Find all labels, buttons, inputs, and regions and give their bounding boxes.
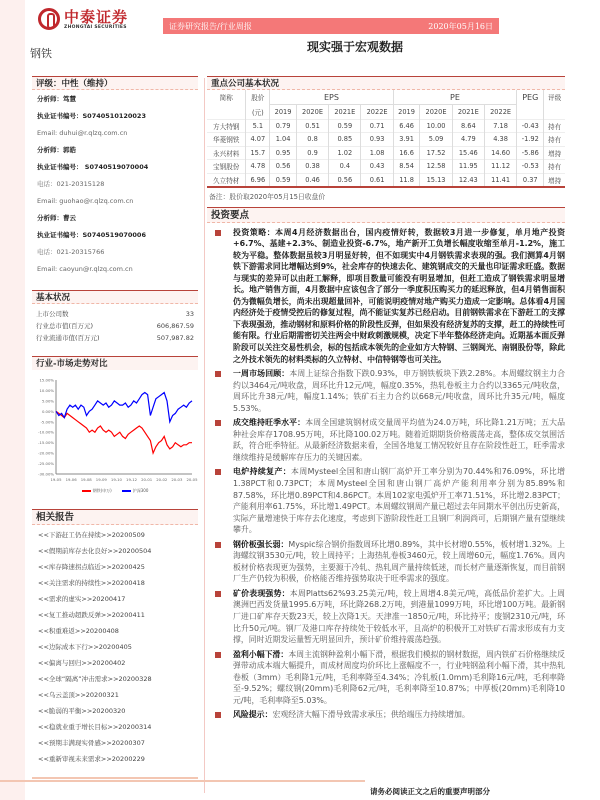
related-report-link[interactable]: <<稳就业重于增长目标>>20200314	[38, 723, 152, 731]
pe-value: 11.95	[452, 160, 484, 174]
pe-value: 8.54	[393, 160, 420, 174]
company-row	[207, 133, 565, 147]
analyst-phone: 电话：021-20315766	[37, 248, 105, 256]
company-price: 15.7	[246, 146, 270, 160]
related-report-link[interactable]: <<关注需求的持续性>>20200418	[38, 579, 145, 587]
eps-value: 0.61	[361, 173, 393, 187]
eps-value: 0.59	[329, 119, 361, 133]
legend-item	[82, 488, 112, 494]
pe-value: 4.79	[452, 133, 484, 147]
basic-value: 606,867.59	[156, 322, 194, 330]
eps-value: 0.43	[361, 160, 393, 174]
peg-value: -0.53	[517, 160, 544, 174]
related-report-link[interactable]: <<假期前库存去化良好>>20200504	[38, 547, 152, 555]
pe-value: 15.13	[420, 173, 452, 187]
report-banner	[163, 18, 499, 34]
y-tick-label: -5.00%	[40, 419, 54, 425]
point-heading: 钢价板强长弱：	[233, 539, 289, 549]
basic-row	[32, 308, 198, 320]
pe-value: 11.8	[393, 173, 420, 187]
related-report-link[interactable]: <<积重难返>>20200408	[38, 627, 119, 635]
pe-value: 7.18	[484, 119, 516, 133]
related-report-link[interactable]: <<下游赶工仍在持续>>20200509	[38, 531, 145, 539]
th-pe-year: 2019	[393, 105, 420, 120]
bullet-icon	[215, 230, 221, 236]
eps-value: 1.08	[361, 146, 393, 160]
companies-header: 重点公司基本状况	[207, 76, 565, 90]
basic-value: 33	[185, 310, 194, 318]
company-price: 4.78	[246, 160, 270, 174]
report-title: 现实强于宏观数据	[306, 40, 403, 54]
x-tick-label: 19-08	[80, 477, 92, 482]
th-eps-year: 2020E	[296, 105, 328, 120]
x-tick-label: 19-05	[50, 477, 62, 482]
point-heading: 电炉持续复产：	[233, 467, 292, 477]
company-name: 方大特钢	[213, 122, 240, 131]
company-rating: 持有	[544, 119, 565, 133]
eps-value: 0.85	[329, 133, 361, 147]
analyst-license: 执业证书编号： S0740519070004	[37, 163, 149, 171]
analyst-email[interactable]: Email: duhui@r.qlzq.com.cn	[37, 129, 128, 137]
legend-label: 钢铁(申万)	[92, 488, 112, 493]
eps-value: 0.56	[329, 173, 361, 187]
y-tick-label: 5.00%	[41, 398, 54, 404]
point-heading: 风险提示：	[233, 710, 273, 720]
bullet-icon	[215, 591, 221, 597]
point-body: 本周Platts62%93.25美元/吨，较上周增4.8美元/吨，高低品价差扩大。上周澳洲巴西发货量1995.6万吨，环比降268.2万吨，到港量1099万吨，环比增100万吨。最新钢厂进口矿库存天数23天，较上次降1天。天津准一1850元/吨，环比持平；废钢2310元/吨，环比升50元/吨。钢厂及港口库存持续处于较低水平，且高炉的积极开工对铁矿石需求形成有力支撑，同时近期发运量暂无明显回升，预计矿价维持震荡趋强。	[233, 588, 565, 645]
th-eps-year: 2019	[270, 105, 297, 120]
pe-value: 16.6	[393, 146, 420, 160]
x-tick-label: 19-10	[110, 477, 122, 482]
analyst-license: 执业证书编号：S0740510120023	[37, 112, 146, 120]
th-peg: PEG	[517, 90, 544, 105]
points-header: 投资要点	[207, 207, 565, 223]
investment-point	[207, 709, 565, 721]
related-report-link[interactable]: <<库存降速拐点临近>>20200425	[38, 563, 145, 571]
related-header: 相关报告	[32, 509, 198, 525]
th-pe-year: 2020E	[420, 105, 452, 120]
eps-value: 0.95	[270, 146, 297, 160]
point-heading: 成交维持旺季水平：	[233, 418, 306, 428]
company-name: 华菱钢铁	[213, 136, 240, 145]
eps-value: 0.71	[361, 119, 393, 133]
analyst-license: 执业证书编号：S0740519070006	[37, 231, 146, 239]
pe-value: 3.91	[393, 133, 420, 147]
left-column	[32, 76, 198, 767]
point-body: 本周Mysteel全国和唐山钢厂高炉开工率分别为70.44%和76.09%，环比增1.38PCT和0.73PCT；本周Mysteel全国和唐山钢厂高炉产能利用率分别为85.89%和87.58%，环比增0.89PCT和4.86PCT。本周102家电弧炉开工率71.51%，环比增2.83PCT；产能利用率61.75%，环比增1.49PCT。本周螺纹钢周产量已超过去年同期水平创出历史新高，实际产量增速快于库存去化速度，考虑到下游阶段性赶工且钢厂利润尚可，后期钢产量有望继续攀升。	[233, 467, 565, 535]
pe-value: 6.46	[393, 119, 420, 133]
pe-value: 12.58	[420, 160, 452, 174]
pe-value: 11.41	[484, 173, 516, 187]
bullet-icon	[215, 469, 221, 475]
related-report-link[interactable]: <<需求的虚实>>20200417	[38, 595, 126, 603]
pe-value: 4.38	[484, 133, 516, 147]
company-rating: 持有	[544, 133, 565, 147]
related-report-link[interactable]: <<乌云盖顶>>20200321	[38, 691, 119, 699]
company-row	[207, 146, 565, 160]
y-tick-label: 10.00%	[39, 387, 54, 393]
th-pe: PE	[393, 90, 517, 105]
x-tick-label: 20-03	[171, 477, 183, 482]
basic-table	[32, 308, 198, 344]
analyst-phone: 电话：021-20315128	[37, 180, 105, 188]
point-body: 本周4月经济数据出台，国内疫情好转，数据较3月进一步修复，单月地产投资+6.7%、基建+2.3%、制造业投资-6.7%，地产新开工负增长幅度收缩至单月-1.2%，施工较为平稳。整体数据虽较3月明显好转，但不如现实中4月钢铁需求表现的强。我们测算4月钢铁下游需求同比增幅达到9%，社会库存的快速去化、建筑钢成交的天量也印证需求旺盛。数据与现实的差异可以由赶工解释，即项目数量可能没有明显增加，但赶工造成了钢铁需求明显增长。地产销售方面，4月数据中应该包含了部分一季度积压购买力的延迟释放，但4月销售面积仍为微幅负增长，尚未出现超量回补，可能说明疫情对地产购买力造成一定影响。总体看4月国内经济处于疫情受控后的修复过程，尚不能证实复苏已经启动。目前钢铁需求在下游赶工的支撑下表现强劲，推动钢材和原料价格的阶段性反弹，但如果没有经济复苏的支撑，赶工的持续性可能有限。行业后期需密切关注两会中财政刺激规模，决定下半年整体经济走向。近期基本面反弹阶段可以关注交易性机会，标的包括成本领先的企业如方大特钢、三钢闽光、南钢股份等，除此之外技术领先的材料类标的久立特材、中信特钢等也可关注。	[233, 227, 565, 364]
point-body: 宏观经济大幅下滑导致需求承压；供给端压力持续增加。	[272, 710, 470, 720]
eps-value: 0.59	[270, 173, 297, 187]
investment-point	[207, 466, 565, 535]
th-eps-year: 2022E	[361, 105, 393, 120]
company-row	[207, 119, 565, 133]
bullet-icon	[215, 371, 221, 377]
basic-key: 上市公司数	[36, 310, 69, 318]
pe-value: 11.12	[484, 160, 516, 174]
analyst-block	[32, 91, 198, 278]
footer-disclaimer: 请务必阅读正文之后的重要声明部分	[370, 787, 490, 796]
logo-en: ZHONGTAI SECURITIES	[64, 24, 127, 30]
logo-icon	[38, 8, 60, 30]
th-rating: 评级	[544, 90, 565, 105]
y-tick-label: -30.00%	[38, 471, 54, 477]
peg-value: -1.92	[517, 133, 544, 147]
pe-value: 12.43	[452, 173, 484, 187]
eps-value: 0.38	[296, 160, 328, 174]
x-tick-label: 19-09	[95, 477, 107, 482]
y-tick-label: -10.00%	[38, 429, 54, 435]
related-report-link[interactable]: <<预期丰满现实骨感>>20200307	[38, 739, 145, 747]
company-name: 永兴材料	[213, 149, 240, 158]
eps-value: 1.04	[270, 133, 297, 147]
eps-value: 0.79	[270, 119, 297, 133]
pe-value: 8.64	[452, 119, 484, 133]
eps-value: 0.51	[296, 119, 328, 133]
point-body: 本周上证综合指数下跌0.93%，申万钢铁板块下跌2.28%。本周螺纹钢主力合约以3464元/吨收盘，周环比升12元/吨，幅度0.35%，热轧卷板主力合约以3365元/吨收盘，周环比升38元/吨，幅度1.14%；铁矿石主力合约以668元/吨收盘，周环比升35元/吨，幅度5.53%。	[233, 369, 565, 413]
basic-row	[32, 332, 198, 344]
pe-value: 14.60	[484, 146, 516, 160]
peg-value: -0.43	[517, 119, 544, 133]
pe-value: 15.46	[452, 146, 484, 160]
bullet-icon	[215, 712, 221, 718]
investment-point	[207, 588, 565, 646]
related-report-link[interactable]: <<全球“隔离”冲击需求>>20200328	[38, 675, 152, 683]
y-tick-label: -25.00%	[38, 461, 54, 467]
page-margin-strip	[0, 0, 25, 800]
company-logo	[38, 4, 148, 34]
th-spacer	[544, 105, 565, 120]
investment-point	[207, 227, 565, 366]
company-row	[207, 160, 565, 174]
bullet-icon	[215, 420, 221, 426]
th-eps: EPS	[270, 90, 394, 105]
company-price: 6.96	[246, 173, 270, 187]
basic-key: 行业流通市值(百万元)	[36, 334, 100, 342]
analyst-email[interactable]: Email: guohao@r.qlzq.com.cn	[37, 197, 134, 205]
related-report-link[interactable]: <<复工推动超跌反弹>>20200411	[38, 611, 145, 619]
industry-label: 钢铁	[30, 47, 52, 60]
report-date: 2020年05月16日	[428, 21, 493, 31]
eps-value: 0.46	[296, 173, 328, 187]
company-name: 久立特材	[213, 176, 240, 185]
point-body: Myspic综合钢价指数周环比增0.89%，其中长材增0.55%，板材增1.32%。上海螺纹钢3530元/吨，较上周持平；上海热轧卷板3460元，较上周增60元，幅度1.76%。周内板材价格表现更为强势，主要源于冷轧、热轧周产量持续低迷，而长材产量逐渐恢复，而目前钢厂生产仍较为积极，价格能否维持强势取决于旺季需求的强度。	[233, 539, 565, 584]
related-list	[32, 527, 198, 767]
footer-line	[0, 780, 365, 782]
eps-value: 0.56	[270, 160, 297, 174]
peg-value: 0.37	[517, 173, 544, 187]
trend-header: 行业-市场走势对比	[32, 356, 198, 370]
x-tick-label: 20-02	[156, 477, 168, 482]
analyst-name: 分析师：郭皓	[37, 146, 76, 154]
y-tick-label: -15.00%	[38, 440, 54, 446]
analyst-name: 分析师：笃慧	[37, 95, 76, 103]
pe-value: 10.00	[420, 119, 452, 133]
related-report-link[interactable]: <<边际成本下行>>20200405	[38, 643, 132, 651]
right-column	[207, 76, 565, 724]
point-heading: 矿价表现强势：	[233, 588, 290, 598]
investment-point	[207, 649, 565, 707]
company-rating: 增持	[544, 146, 565, 160]
company-rating: 增持	[544, 173, 565, 187]
related-report-link[interactable]: <<偏离与回归>>20200402	[38, 659, 126, 667]
x-tick-label: 19-12	[126, 477, 138, 482]
x-tick-label: 19-06	[65, 477, 77, 482]
basic-value: 507,987.82	[156, 334, 194, 342]
analyst-email[interactable]: Email: caoyun@r.qlzq.com.cn	[37, 265, 133, 273]
analyst-name: 分析师：曹云	[37, 214, 76, 222]
series-line-hs300	[56, 393, 192, 422]
x-tick-label: 20-05	[186, 477, 198, 482]
peg-value: -5.86	[517, 146, 544, 160]
bullet-icon	[215, 542, 221, 548]
logo-cn: 中泰证券	[64, 7, 129, 26]
investment-point	[207, 417, 565, 463]
x-tick-label: 20-01	[141, 477, 153, 482]
y-tick-label: 15.00%	[39, 377, 54, 383]
company-price: 5.1	[246, 119, 270, 133]
point-body: 本周主流钢种盈利小幅下滑，根据我们模拟的钢材数据，周内铁矿石价格继续反弹带动成本端大幅提升，而成材周度均价环比上涨幅度不一，行业吨钢盈利小幅下滑，其中热轧卷板（3mm）毛利降1元/吨，毛利率降至4.34%；冷轧板(1.0mm)毛利降16元/吨，毛利率降至-9.52%；螺纹钢(20mm)毛利降62元/吨，毛利率降至10.87%；中厚板(20mm)毛利降10元/吨，毛利率降至5.03%。	[233, 649, 565, 705]
eps-value: 0.9	[296, 146, 328, 160]
point-heading: 投资策略：	[233, 227, 276, 237]
legend-item	[122, 488, 149, 494]
eps-value: 0.4	[329, 160, 361, 174]
basic-header: 基本状况	[32, 290, 198, 304]
company-rating: 持有	[544, 160, 565, 174]
point-heading: 一周市场回顾：	[233, 369, 290, 379]
column-divider	[204, 78, 205, 793]
legend-label: 沪深300	[132, 488, 149, 493]
investment-point	[207, 539, 565, 585]
pe-value: 17.52	[420, 146, 452, 160]
related-report-link[interactable]: <<脆弱的平衡>>20200320	[38, 707, 126, 715]
th-spacer	[517, 105, 544, 120]
th-eps-year: 2021E	[329, 105, 361, 120]
left-footer-line	[32, 777, 198, 779]
y-tick-label: -20.00%	[38, 450, 54, 456]
table-note: 备注：股价取2020年05月15日收盘价	[209, 192, 326, 201]
investment-points	[207, 227, 565, 721]
eps-value: 1.02	[329, 146, 361, 160]
company-name: 宝钢股份	[213, 163, 240, 172]
point-heading: 盈利小幅下滑：	[233, 649, 289, 659]
eps-value: 0.93	[361, 133, 393, 147]
pe-value: 5.09	[420, 133, 452, 147]
companies-table	[207, 90, 565, 188]
company-price: 4.07	[246, 133, 270, 147]
th-pe-year: 2022E	[484, 105, 516, 120]
related-report-link[interactable]: <<重新审视未来需求>>20200229	[38, 755, 145, 763]
point-body: 本周全国建筑钢材成交量周平均值为24.0万吨，环比降1.21万吨；五大品种社会库存1708.95万吨，环比降100.02万吨。随着近期期货价格震荡走高，整体成交氛围活跃，符合旺季特征。从最新经济数据来看，全国各地复工情况较好且存在阶段性赶工，旺季需求继续维持是缓解库存压力的关键因素。	[233, 418, 565, 462]
company-row	[207, 173, 565, 187]
report-type: 证券研究报告/行业周报	[169, 21, 252, 31]
basic-key: 行业总市值(百万元)	[36, 322, 94, 330]
th-price: 股价	[246, 90, 270, 105]
bullet-icon	[215, 652, 221, 658]
th-price-unit: (元)	[246, 105, 270, 120]
th-name: 简称	[219, 94, 233, 103]
rating-header: 评级：中性（维持）	[32, 76, 198, 90]
chart-legend	[32, 488, 198, 494]
eps-value: 0.8	[296, 133, 328, 147]
basic-row	[32, 320, 198, 332]
trend-chart	[32, 376, 198, 488]
investment-point	[207, 368, 565, 414]
th-pe-year: 2021E	[452, 105, 484, 120]
y-tick-label: 0.00%	[41, 408, 54, 414]
